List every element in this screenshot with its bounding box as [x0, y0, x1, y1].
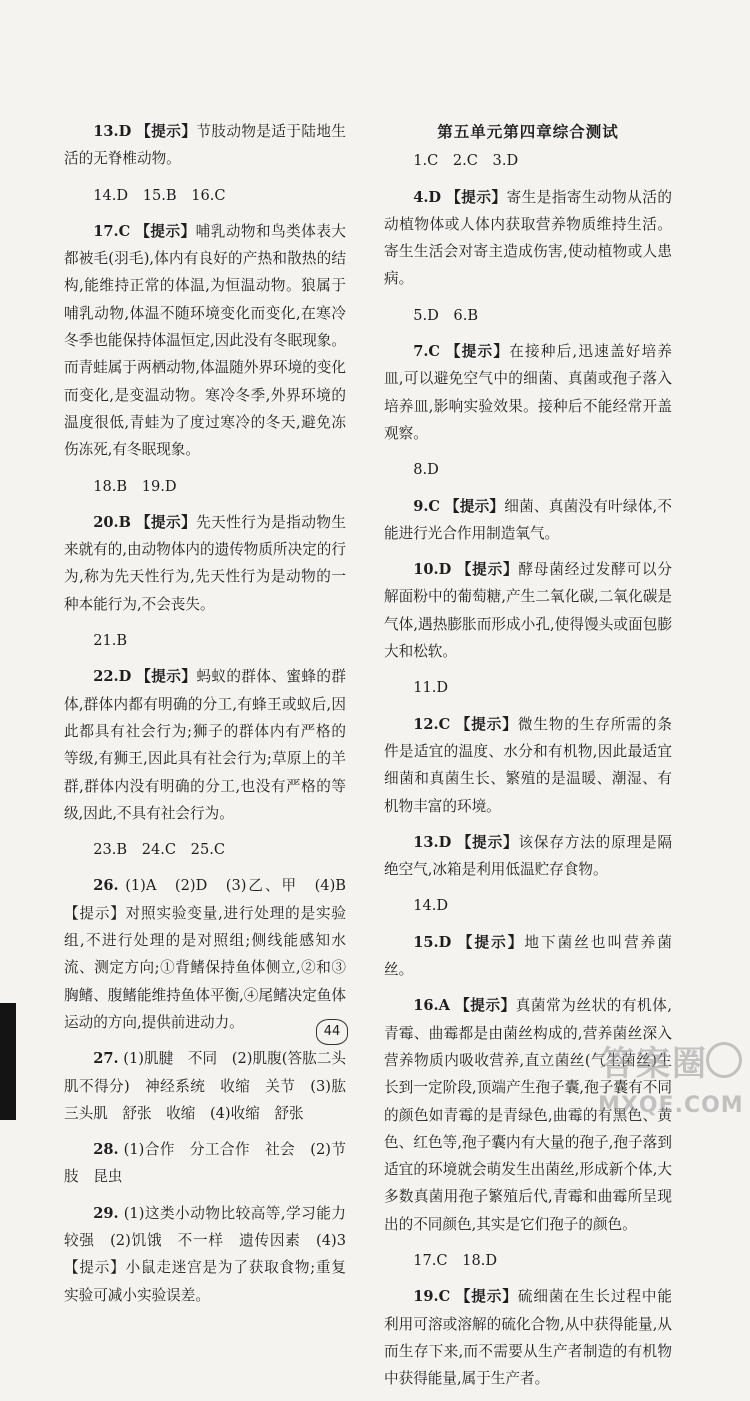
answer-text: 先天性行为是指动物生来就有的,由动物体内的遗传物质所决定的行为,称为先天性行为,先天性行为是动物的一种本能行为,不会丧失。 [64, 513, 346, 613]
hint-label: 【提示】 [444, 497, 505, 515]
answer-text: 14.D 15.B 16.C [93, 186, 226, 204]
hint-label: 【提示】 [445, 343, 510, 361]
answer-number: 13.D [413, 833, 452, 851]
answer-text: 14.D [413, 897, 449, 915]
answer-text: (1)合作 分工合作 社会 (2)节肢 昆虫 [64, 1141, 346, 1186]
answer-number: 10.D [413, 561, 452, 579]
hint-label: 【提示】 [446, 188, 507, 206]
left-answer-column [64, 118, 361, 1318]
answer-text: 17.C 18.D [413, 1251, 498, 1269]
page-number: 44 [316, 1019, 348, 1045]
answer-entry [384, 147, 672, 174]
answer-text: 哺乳动物和鸟类体表大都被毛(羽毛),体内有良好的产热和散热的结构,能维持正常的体温,为恒温动物。狼属于哺乳动物,体温不随环境变化而变化,在寒冷冬季也能保持体温恒定,因此没有冬眠现象。而青蛙属于两栖动物,体温随外界环境的变化而变化,是变温动物。寒冷冬季,外界环境的温度很低,青蛙为了度过寒冷的冬天,避免冻伤冻死,有冬眠现象。 [64, 222, 346, 459]
answer-text: (1)这类小动物比较高等,学习能力较强 (2)饥饿 不一样 遗传因素 (4)3 【提示】小鼠走迷宫是为了获取食物;重复实验可减小实验误差。 [64, 1204, 361, 1304]
answer-number: 29. [93, 1204, 119, 1222]
hint-label: 【提示】 [456, 561, 519, 579]
answer-number: 28. [93, 1141, 119, 1159]
hint-label: 【提示】 [455, 1288, 518, 1306]
answer-entry [384, 674, 672, 701]
answer-entry [384, 302, 672, 329]
answer-text: 5.D 6.B [413, 306, 479, 324]
hint-label: 【提示】 [135, 222, 196, 240]
answer-entry [384, 1283, 672, 1392]
answer-text: (1)肌腱 不同 (2)肌腹(答肱二头肌不得分) 神经系统 收缩 关节 (3)肱三头肌 舒张 收缩 (4)收缩 舒张 [64, 1050, 346, 1122]
answer-text: 细菌、真菌没有叶绿体,不能进行光合作用制造氧气。 [384, 497, 672, 542]
answer-number: 16.A [413, 997, 450, 1015]
right-answer-list [384, 147, 672, 1392]
answer-entry [64, 118, 346, 173]
answer-entry [64, 836, 346, 863]
answer-entry [384, 338, 672, 447]
answer-number: 7.C [413, 343, 441, 361]
answer-text: 微生物的生存所需的条件是适宜的温度、水分和有机物,因此最适宜细菌和真菌生长、繁殖的是温暖、潮湿、有机物丰富的环境。 [384, 715, 672, 815]
answer-text: 真菌常为丝状的有机体,青霉、曲霉都是由菌丝构成的,营养菌丝深入营养物质内吸收营养,直立菌丝(气生菌丝)生长到一定阶段,顶端产生孢子囊,孢子囊有不同的颜色如青霉的是青绿色,曲霉的有黑色、黄色、红色等,孢子囊内有大量的孢子,孢子落到适宜的环境就会萌发生出菌丝,形成新个体,大多数真菌用孢子繁殖后代,青霉和曲霉所呈现出的不同颜色,其实是它们孢子的颜色。 [384, 997, 672, 1233]
hint-label: 【提示】 [136, 513, 197, 531]
answer-entry [64, 1200, 361, 1309]
answer-entry [384, 556, 672, 665]
scan-edge-bar [0, 1003, 16, 1120]
answer-text: 该保存方法的原理是隔绝空气,冰箱是利用低温贮存食物。 [384, 833, 672, 879]
hint-label: 【提示】 [136, 668, 197, 686]
answer-number: 22.D [93, 668, 132, 686]
watermark-logo [596, 1036, 746, 1118]
answer-entry [64, 509, 346, 618]
answer-entry [64, 1136, 346, 1191]
answer-entry [384, 184, 672, 293]
answer-number: 13.D [93, 123, 132, 140]
answer-entry [64, 182, 346, 209]
answer-number: 17.C [93, 222, 131, 240]
hint-label: 【提示】 [455, 715, 518, 733]
hint-label: 【提示】 [456, 833, 519, 851]
right-answer-column [384, 118, 672, 1401]
answer-text: 在接种后,迅速盖好培养皿,可以避免空气中的细菌、真菌或孢子落入培养皿,影响实验效果。接种后不能经常开盖观察。 [384, 343, 673, 442]
answer-number: 9.C [413, 497, 441, 515]
answer-text: 寄生是指寄生动物从活的动植物体或人体内获取营养物质维持生活。寄生生活会对寄主造成伤害,使动植物或人患病。 [384, 188, 672, 288]
answer-text: 1.C 2.C 3.D [413, 152, 519, 170]
answer-text: 11.D [413, 679, 449, 697]
watermark-circle-icon [706, 1042, 742, 1078]
answer-text: 8.D [413, 461, 439, 479]
answer-number: 15.D [413, 933, 452, 951]
answer-entry [384, 711, 672, 820]
answer-entry [64, 473, 346, 500]
answer-number: 4.D [413, 188, 442, 206]
answer-entry [384, 829, 672, 884]
hint-label: 【提示】 [455, 997, 516, 1015]
answer-entry [384, 456, 672, 483]
answer-entry [384, 1247, 672, 1274]
answer-entry [64, 627, 346, 654]
answer-text: 23.B 24.C 25.C [93, 841, 226, 859]
answer-text: 硫细菌在生长过程中能利用可溶或溶解的硫化合物,从中获得能量,从而生存下来,而不需要从生产者制造的有机物中获得能量,属于生产者。 [384, 1288, 672, 1388]
answer-number: 19.C [413, 1288, 451, 1306]
watermark-url: MXQE.COM [598, 1093, 744, 1118]
answer-entry [64, 218, 346, 464]
section-title: 第五单元第四章综合测试 [437, 122, 619, 141]
answer-text: (1)A (2)D (3)乙、甲 (4)B 【提示】对照实验变量,进行处理的是实验组,不进行处理的是对照组;侧线能感知水流、测定方向;①背鳍保持鱼体侧立,②和③胸鳍、腹鳍能维持鱼体平衡,④尾鳍决定鱼体运动的方向,提供前进动力。 [64, 877, 361, 1031]
answer-text: 蚂蚁的群体、蜜蜂的群体,群体内都有明确的分工,有蜂王或蚁后,因此都具有社会行为;狮子的群体内有严格的等级,有狮王,因此具有社会行为;草原上的羊群,群体内没有明确的分工,也没有严格的等级,因此,不具有社会行为。 [64, 668, 346, 822]
answer-entry [64, 872, 361, 1036]
answer-number: 26. [93, 877, 119, 895]
answer-text: 21.B [93, 632, 128, 650]
watermark-title: 答案圈 [600, 1044, 708, 1084]
answer-entry [64, 663, 346, 827]
answer-entry [384, 929, 672, 984]
answer-text: 节肢动物是适于陆地生活的无脊椎动物。 [64, 123, 346, 168]
answer-entry [384, 892, 672, 919]
answer-number: 12.C [413, 715, 451, 733]
answer-text: 18.B 19.D [93, 477, 177, 495]
answer-entry [384, 493, 672, 548]
answer-number: 27. [93, 1050, 119, 1068]
answer-entry [64, 1045, 346, 1127]
hint-label: 【提示】 [136, 123, 197, 140]
answer-text: 酵母菌经过发酵可以分解面粉中的葡萄糖,产生二氧化碳,二氧化碳是气体,遇热膨胀而形成小孔,使得馒头或面包膨大和松软。 [384, 561, 672, 661]
answer-number: 20.B [93, 513, 131, 531]
hint-label: 【提示】 [457, 933, 525, 951]
answer-text: 地下菌丝也叫营养菌丝。 [384, 933, 672, 979]
